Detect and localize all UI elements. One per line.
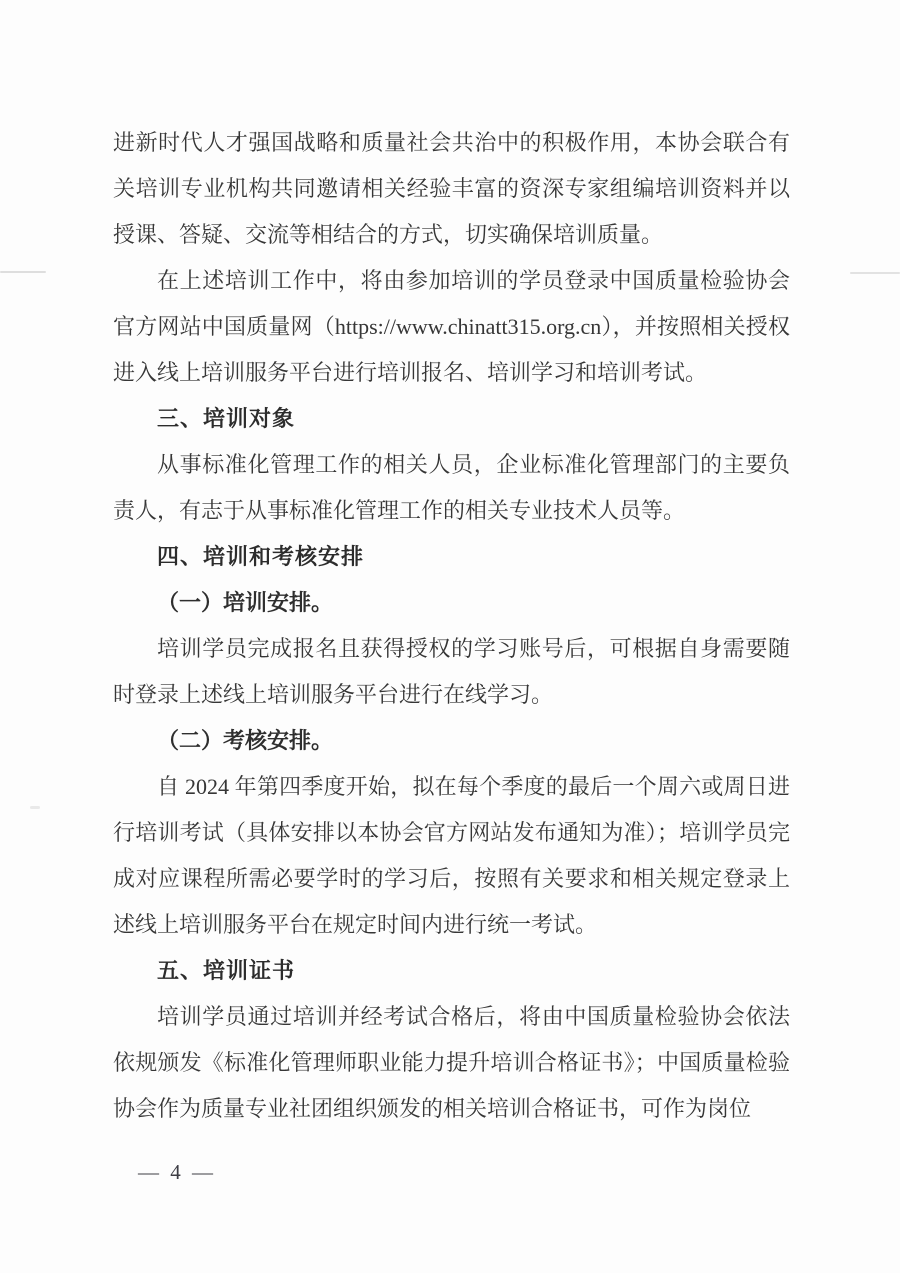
paragraph-training-arrangement: 培训学员完成报名且获得授权的学习账号后，可根据自身需要随时登录上述线上培训服务平台进行在线学习。	[113, 636, 790, 707]
paragraph-continuation: 进新时代人才强国战略和质量社会共治中的积极作用，本协会联合有关培训专业机构共同邀请相关经验丰富的资深专家组编培训资料并以授课、答疑、交流等相结合的方式，切实确保培训质量。	[113, 130, 790, 247]
page-number: — 4 —	[138, 1160, 216, 1184]
section-heading-training-targets: 三、培训对象	[157, 406, 296, 431]
scan-fold-artifact-left	[0, 271, 46, 273]
document-body	[113, 120, 790, 1132]
scan-fold-artifact-right	[850, 272, 900, 274]
sub-heading-training-arrangement: （一）培训安排。	[157, 590, 334, 615]
scan-smudge-artifact	[30, 806, 40, 809]
paragraph-training-targets: 从事标准化管理工作的相关人员，企业标准化管理部门的主要负责人，有志于从事标准化管理工作的相关专业技术人员等。	[113, 452, 790, 523]
section-heading-training-and-assessment: 四、培训和考核安排	[157, 544, 365, 569]
paragraph-assessment-arrangement: 自 2024 年第四季度开始，拟在每个季度的最后一个周六或周日进行培训考试（具体安排以本协会官方网站发布通知为准）；培训学员完成对应课程所需必要学时的学习后，按照有关要求和相关规定登录上述线上培训服务平台在规定时间内进行统一考试。	[113, 774, 790, 937]
sub-heading-assessment-arrangement: （二）考核安排。	[157, 728, 334, 753]
paragraph-training-certificate: 培训学员通过培训并经考试合格后，将由中国质量检验协会依法依规颁发《标准化管理师职业能力提升培训合格证书》；中国质量检验协会作为质量专业社团组织颁发的相关培训合格证书，可作为岗位	[113, 1004, 790, 1121]
paragraph-online-platform: 在上述培训工作中，将由参加培训的学员登录中国质量检验协会官方网站中国质量网（https://www.chinatt315.org.cn），并按照相关授权进入线上培训服务平台进行培训报名、培训学习和培训考试。	[113, 268, 790, 385]
section-heading-training-certificate: 五、培训证书	[157, 958, 296, 983]
